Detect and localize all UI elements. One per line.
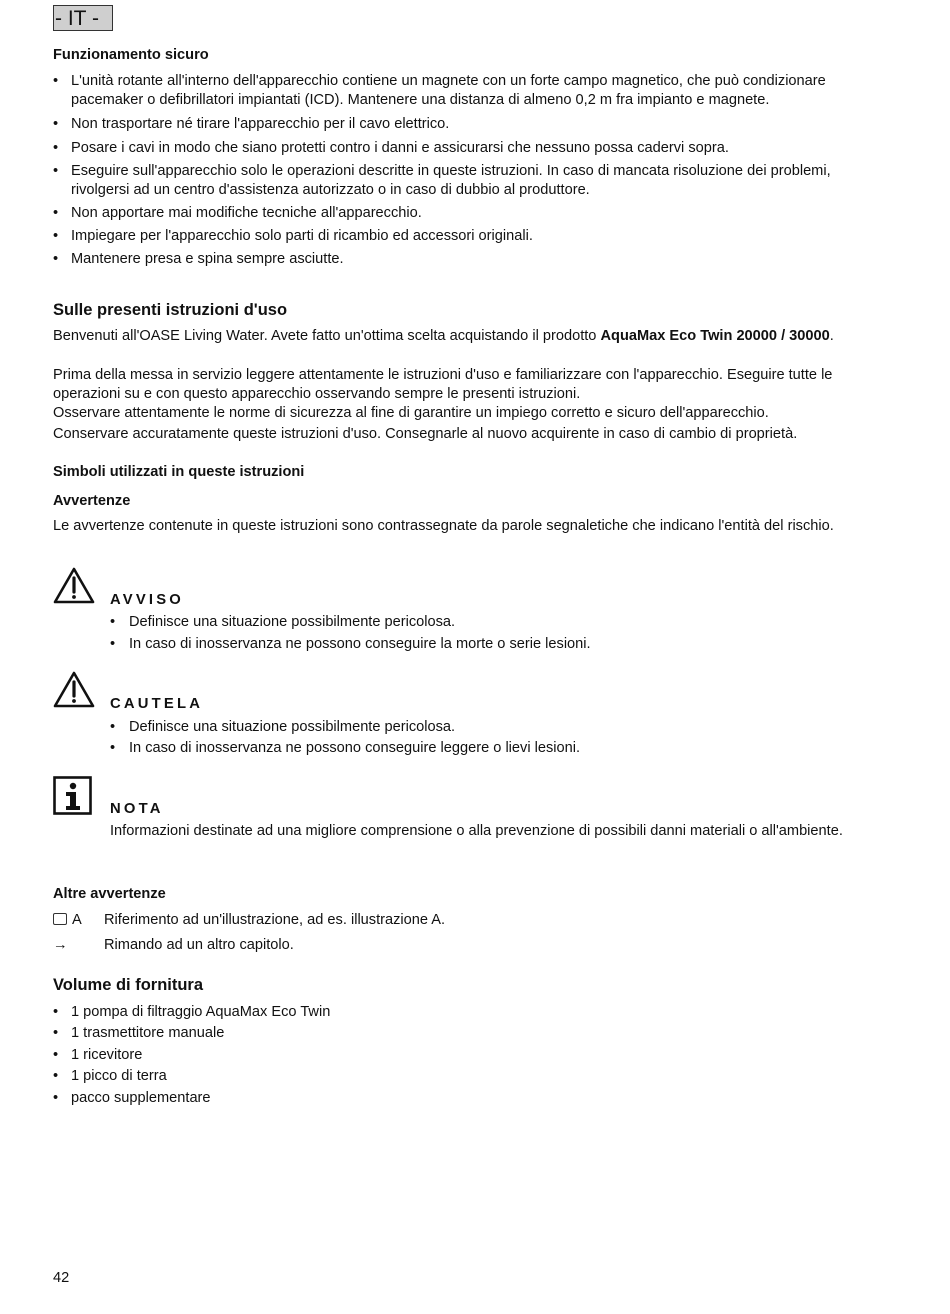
- supply-heading: Volume di fornitura: [53, 976, 204, 994]
- info-icon: [53, 776, 93, 816]
- list-item: • In caso di inosservanza ne possono conseguire la morte o serie lesioni.: [110, 636, 591, 652]
- bullet: •: [53, 73, 59, 89]
- paragraph: Prima della messa in servizio leggere attentamente le istruzioni d'uso e familiarizzare con l'apparecchio. Eseguire tutte le operazioni su e con questo apparecchio osservando sempre le presenti istruzioni.: [53, 367, 833, 402]
- bullet: •: [53, 228, 59, 244]
- list-item: • 1 picco di terra: [53, 1068, 167, 1084]
- bullet: •: [110, 719, 116, 735]
- language-tag: - IT -: [53, 5, 113, 31]
- bullet: •: [53, 140, 59, 156]
- warnings-intro: Le avvertenze contenute in queste istruzioni sono contrassegnate da parole segnaletiche che indicano l'entità del rischio.: [53, 518, 834, 534]
- bullet: •: [110, 636, 116, 652]
- bullet: •: [110, 614, 116, 630]
- bullet: •: [53, 1068, 59, 1084]
- reference-text: Riferimento ad un'illustrazione, ad es. illustrazione A.: [104, 912, 446, 928]
- arrow-icon: →: [53, 937, 68, 953]
- reference-row: [53, 912, 753, 932]
- product-name: AquaMax Eco Twin 20000 / 30000: [600, 328, 830, 344]
- bullet: •: [53, 1025, 59, 1041]
- figure-box-icon: [53, 913, 67, 925]
- list-item: • Non apportare mai modifiche tecniche all'apparecchio.: [53, 205, 422, 221]
- bullet: •: [110, 740, 116, 756]
- figure-reference-symbol: A: [53, 912, 82, 928]
- intro-paragraph: Benvenuti all'OASE Living Water. Avete fatto un'ottima scelta acquistando il prodotto AquaMax Eco Twin 20000 / 30000.: [53, 328, 834, 344]
- avviso-title: AVVISO: [110, 592, 185, 608]
- symbols-heading: Simboli utilizzati in queste istruzioni: [53, 464, 305, 480]
- bullet: •: [53, 163, 59, 179]
- list-item: • 1 trasmettitore manuale: [53, 1025, 225, 1041]
- caution-triangle-icon: [53, 671, 95, 709]
- bullet: •: [53, 251, 59, 267]
- other-warnings-heading: Altre avvertenze: [53, 886, 166, 902]
- cautela-title: CAUTELA: [110, 696, 204, 712]
- list-item: • pacco supplementare: [53, 1090, 211, 1106]
- list-item: • Mantenere presa e spina sempre asciutte.: [53, 251, 344, 267]
- list-item: • In caso di inosservanza ne possono conseguire leggere o lievi lesioni.: [110, 740, 581, 756]
- list-item: • Definisce una situazione possibilmente pericolosa.: [110, 614, 456, 630]
- safe-operation-heading: Funzionamento sicuro: [53, 47, 209, 63]
- bullet: •: [53, 1090, 59, 1106]
- paragraph: Conservare accuratamente queste istruzioni d'uso. Consegnarle al nuovo acquirente in caso di cambio di proprietà.: [53, 426, 798, 442]
- instructions-heading: Sulle presenti istruzioni d'uso: [53, 301, 288, 319]
- cross-reference-row: [53, 937, 753, 957]
- list-item: • L'unità rotante all'interno dell'apparecchio contiene un magnete con un forte campo magnetico, che può condizionare pacemaker o defibrillatori impiantati (ICD). Mantenere una distanza di almeno 0,2 m fra impianto e magnete.: [53, 73, 826, 108]
- cross-reference-text: Rimando ad un altro capitolo.: [104, 937, 294, 953]
- bullet: •: [53, 1004, 59, 1020]
- list-item: • Definisce una situazione possibilmente pericolosa.: [110, 719, 456, 735]
- bullet: •: [53, 205, 59, 221]
- warnings-heading: Avvertenze: [53, 493, 131, 509]
- list-item: • 1 pompa di filtraggio AquaMax Eco Twin: [53, 1004, 331, 1020]
- nota-text: Informazioni destinate ad una migliore comprensione o alla prevenzione di possibili danni materiali o all'ambiente.: [110, 823, 843, 839]
- nota-title: NOTA: [110, 801, 164, 817]
- paragraph: Osservare attentamente le norme di sicurezza al fine di garantire un impiego corretto e sicuro dell'apparecchio.: [53, 405, 769, 421]
- list-item: • 1 ricevitore: [53, 1047, 143, 1063]
- bullet: •: [53, 1047, 59, 1063]
- page-number: 42: [53, 1270, 70, 1286]
- list-item: • Impiegare per l'apparecchio solo parti di ricambio ed accessori originali.: [53, 228, 533, 244]
- list-item: • Eseguire sull'apparecchio solo le operazioni descritte in queste istruzioni. In caso di mancata risoluzione dei problemi, rivolgersi ad un centro d'assistenza autorizzato o in caso di dubbio al produttore.: [53, 163, 831, 198]
- bullet: •: [53, 116, 59, 132]
- list-item: • Non trasportare né tirare l'apparecchio per il cavo elettrico.: [53, 116, 450, 132]
- warning-triangle-icon: [53, 567, 95, 605]
- list-item: • Posare i cavi in modo che siano protetti contro i danni e assicurarsi che nessuno possa cadervi sopra.: [53, 140, 729, 156]
